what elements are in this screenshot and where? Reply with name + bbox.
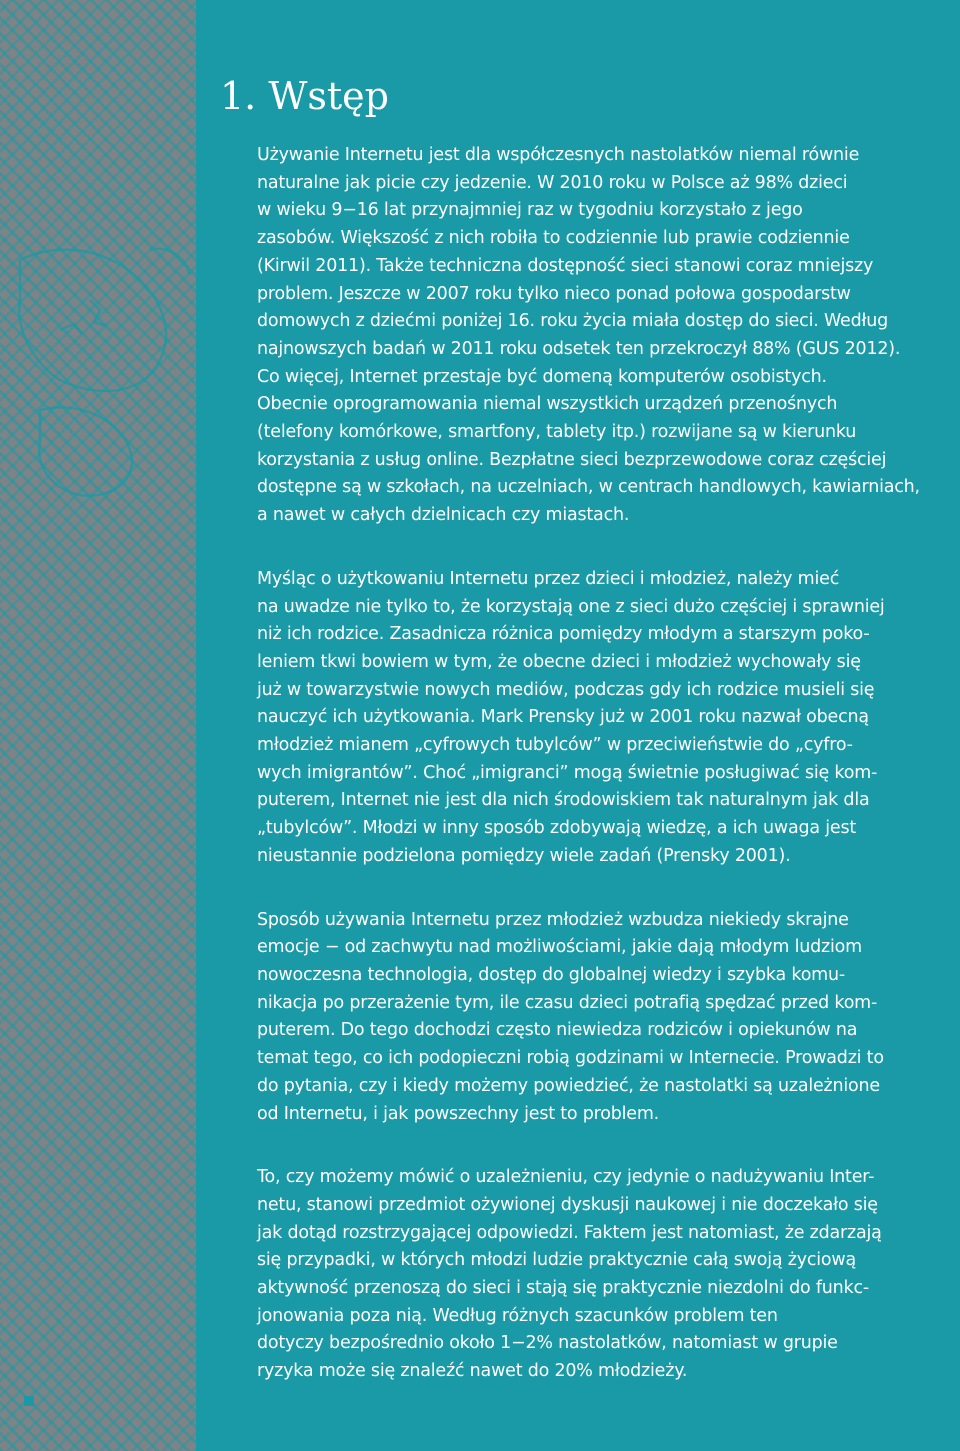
text-line: To, czy możemy mówić o uzależnieniu, czy jedynie o nadużywaniu Inter-	[257, 1167, 875, 1188]
paragraph-emotions	[257, 907, 957, 1129]
body-text	[257, 142, 957, 1422]
paragraph-intro	[257, 142, 957, 530]
text-line: niż ich rodzice. Zasadnicza różnica pomiędzy młodym a starszym poko-	[257, 624, 870, 645]
world-map-pattern	[0, 0, 196, 1451]
page-title: 1. Wstęp	[220, 74, 389, 118]
text-line: wych imigrantów”. Choć „imigranci” mogą świetnie posługiwać się kom-	[257, 762, 878, 783]
text-line: jonowania poza nią. Według różnych szacunków problem ten	[257, 1305, 778, 1326]
text-line: domowych z dziećmi poniżej 16. roku życia miała dostęp do sieci. Według	[257, 311, 889, 332]
text-line: od Internetu, i jak powszechny jest to problem.	[257, 1103, 660, 1124]
corner-marker-icon	[24, 1396, 34, 1406]
text-line: puterem, Internet nie jest dla nich środowiskiem tak naturalnym jak dla	[257, 790, 870, 811]
decorative-sidebar	[0, 0, 196, 1451]
text-line: na uwadze nie tylko to, że korzystają one z sieci dużo częściej i sprawniej	[257, 596, 885, 617]
text-line: jak dotąd rozstrzygającej odpowiedzi. Faktem jest natomiast, że zdarzają	[257, 1222, 882, 1243]
text-line: a nawet w całych dzielnicach czy miastach.	[257, 505, 630, 526]
text-line: Używanie Internetu jest dla współczesnych nastolatków niemal równie	[257, 145, 860, 165]
text-line: ryzyka może się znaleźć nawet do 20% młodzieży.	[257, 1361, 688, 1382]
text-line: (Kirwil 2011). Także techniczna dostępność sieci stanowi coraz mniejszy	[257, 255, 874, 276]
text-line: „tubylców”. Młodzi w inny sposób zdobywają wiedzę, a ich uwaga jest	[257, 818, 857, 839]
text-line: nowoczesna technologia, dostęp do globalnej wiedzy i szybka komu-	[257, 964, 845, 985]
text-line: już w towarzystwie nowych mediów, podczas gdy ich rodzice musieli się	[257, 679, 875, 700]
text-line: nauczyć ich użytkowania. Mark Prensky już w 2001 roku nazwał obecną	[257, 707, 869, 728]
text-line: zasobów. Większość z nich robiła to codziennie lub prawie codziennie	[257, 228, 850, 249]
text-line: dostępne są w szkołach, na uczelniach, w centrach handlowych, kawiarniach,	[257, 477, 920, 498]
text-line: do pytania, czy i kiedy możemy powiedzieć, że nastolatki są uzależnione	[257, 1075, 880, 1096]
text-line: dotyczy bezpośrednio około 1−2% nastolatków, natomiast w grupie	[257, 1333, 838, 1354]
text-line: Sposób używania Internetu przez młodzież wzbudza niekiedy skrajne	[257, 909, 849, 930]
text-line: się przypadki, w których młodzi ludzie praktycznie całą swoją życiową	[257, 1250, 857, 1271]
text-line: problem. Jeszcze w 2007 roku tylko nieco ponad połowa gospodarstw	[257, 283, 851, 304]
paragraph-digital-natives	[257, 566, 957, 871]
text-line: nieustannie podzielona pomiędzy wiele zadań (Prensky 2001).	[257, 845, 791, 866]
text-line: puterem. Do tego dochodzi często niewiedza rodziców i opiekunów na	[257, 1020, 858, 1041]
text-line: Myśląc o użytkowaniu Internetu przez dzieci i młodzież, należy mieć	[257, 568, 840, 589]
text-line: w wieku 9−16 lat przynajmniej raz w tygodniu korzystało z jego	[257, 200, 803, 221]
text-line: emocje − od zachwytu nad możliwościami, jakie dają młodym ludziom	[257, 937, 862, 958]
text-line: najnowszych badań w 2011 roku odsetek ten przekroczył 88% (GUS 2012).	[257, 338, 901, 359]
text-line: naturalne jak picie czy jedzenie. W 2010 roku w Polsce aż 98% dzieci	[257, 172, 848, 193]
text-line: Obecnie oprogramowania niemal wszystkich urządzeń przenośnych	[257, 394, 838, 415]
text-line: aktywność przenoszą do sieci i stają się praktycznie niezdolni do funkc-	[257, 1278, 870, 1299]
text-line: korzystania z usług online. Bezpłatne sieci bezprzewodowe coraz częściej	[257, 449, 887, 470]
text-line: (telefony komórkowe, smartfony, tablety itp.) rozwijane są w kierunku	[257, 422, 857, 443]
text-line: netu, stanowi przedmiot ożywionej dyskusji naukowej i nie doczekało się	[257, 1194, 878, 1215]
text-line: temat tego, co ich podopieczni robią godzinami w Internecie. Prowadzi to	[257, 1048, 884, 1069]
paragraph-addiction	[257, 1164, 957, 1386]
text-line: leniem tkwi bowiem w tym, że obecne dzieci i młodzież wychowały się	[257, 651, 861, 672]
text-line: Co więcej, Internet przestaje być domeną komputerów osobistych.	[257, 366, 827, 387]
text-line: nikacja po przerażenie tym, ile czasu dzieci potrafią spędzać przed kom-	[257, 992, 878, 1013]
text-line: młodzież mianem „cyfrowych tubylców” w przeciwieństwie do „cyfro-	[257, 735, 853, 756]
